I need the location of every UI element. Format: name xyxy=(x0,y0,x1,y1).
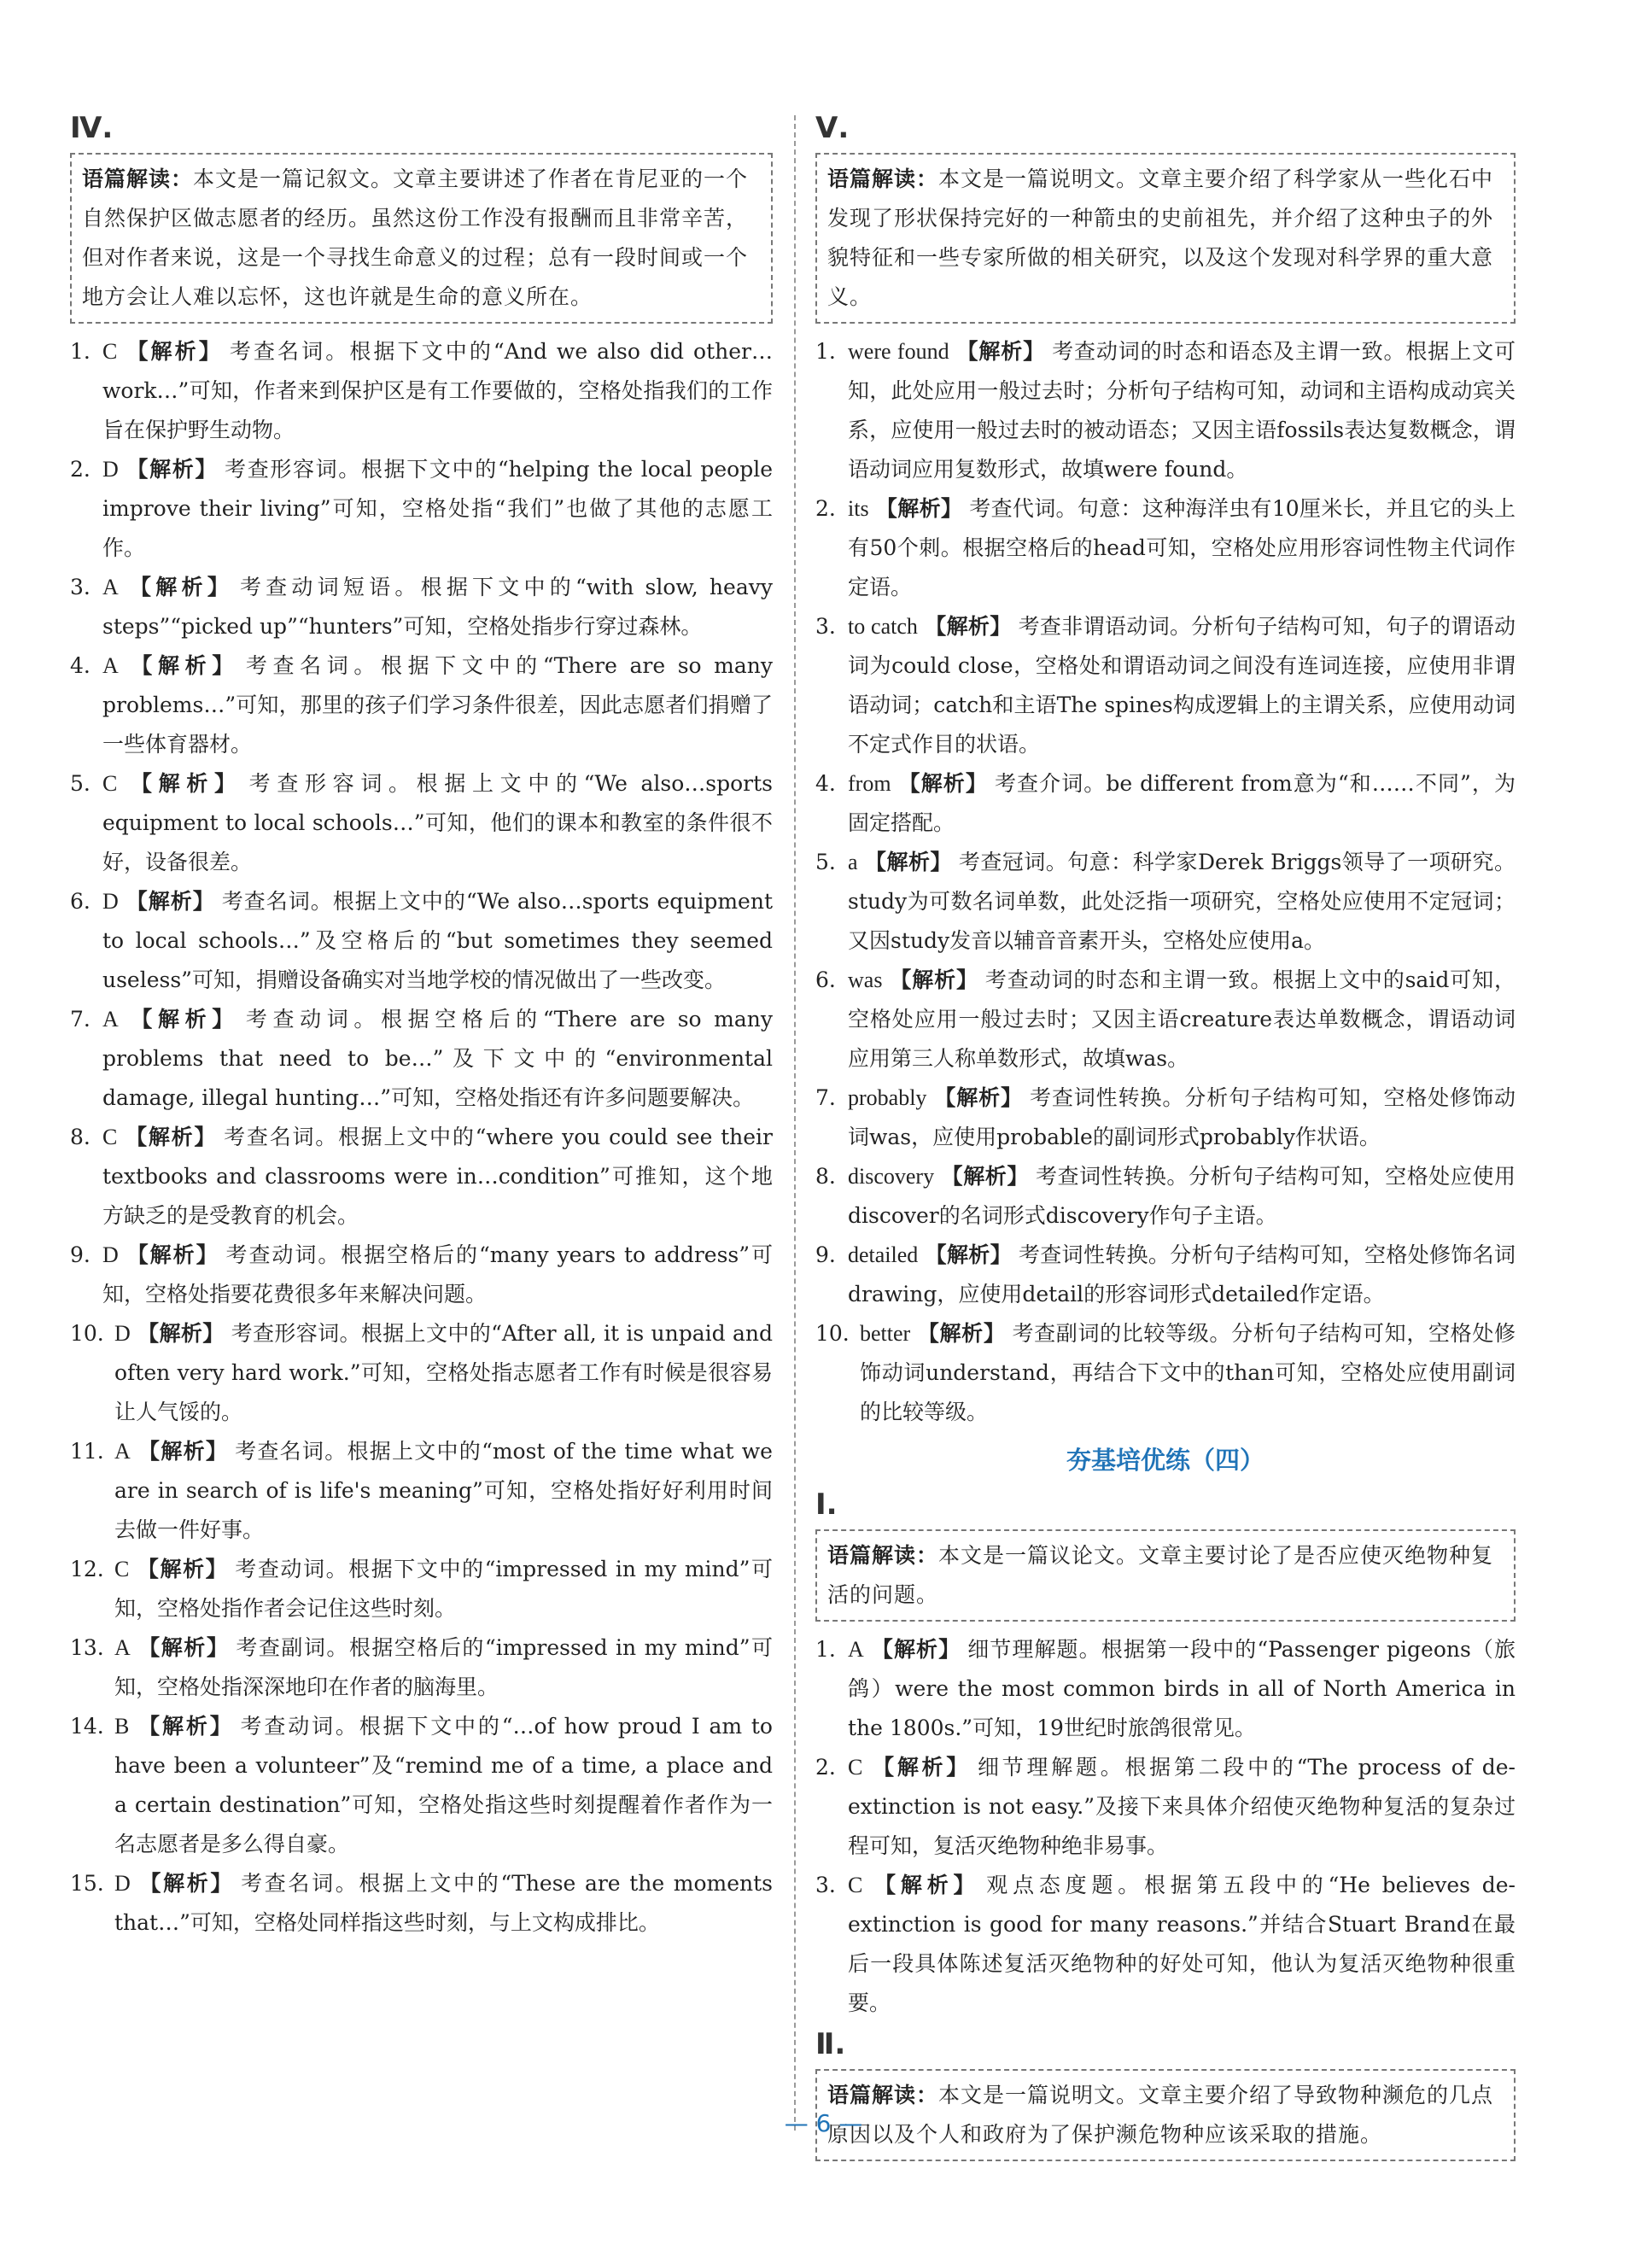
analysis-tag: 【解析】 xyxy=(917,1321,1006,1346)
analysis-tag: 【解析】 xyxy=(137,1321,225,1346)
analysis-tag: 【解析】 xyxy=(869,1873,980,1897)
analysis-tag: 【解析】 xyxy=(924,614,1012,639)
item-body xyxy=(114,1707,773,1864)
explanation-text: 考查动词。根据空格后的“There are so many problems that need to be…”及下文中的“environmental damage, illegal hunting…”可知，空格处指还有许多问题要解决。 xyxy=(102,1007,773,1110)
item-number: 8. xyxy=(70,1125,91,1149)
answer-item xyxy=(70,1314,773,1432)
analysis-tag: 【解析】 xyxy=(955,339,1046,364)
exercise-title: 夯基培优练（四） xyxy=(1066,1446,1264,1475)
reading-summary-box xyxy=(70,153,773,324)
item-body xyxy=(102,450,773,568)
answer-key: D xyxy=(102,1242,119,1267)
item-number: 8. xyxy=(815,1164,836,1189)
answer-key: C xyxy=(102,339,118,364)
item-number: 12. xyxy=(70,1557,104,1581)
explanation-text: 考查代词。句意：这种海洋虫有10厘米长，并且它的头上有50个刺。根据空格后的head可知，空格处应用形容词性物主代词作定语。 xyxy=(848,496,1516,599)
item-number: 1. xyxy=(815,339,836,364)
answer-item xyxy=(70,332,773,450)
answer-key: C xyxy=(114,1557,130,1581)
explanation-text: 考查动词的时态和主谓一致。根据上文中的said可知，空格处应用一般过去时；又因主语creature表达单数概念，谓语动词应用第三人称单数形式，故填was。 xyxy=(848,967,1516,1071)
item-number: 11. xyxy=(70,1439,104,1464)
answer-key: a xyxy=(848,850,858,874)
answer-item xyxy=(815,489,1516,607)
item-body xyxy=(848,607,1516,764)
analysis-tag: 【解析】 xyxy=(875,496,963,521)
analysis-tag: 【解析】 xyxy=(869,1755,972,1780)
answer-list xyxy=(815,1630,1516,2023)
item-body xyxy=(848,961,1516,1078)
analysis-tag: 【解析】 xyxy=(124,339,223,364)
answer-item xyxy=(815,1236,1516,1314)
answer-key: A xyxy=(102,653,119,678)
analysis-tag: 【解析】 xyxy=(125,889,215,914)
explanation-text: 考查动词短语。根据下文中的“with slow, heavy steps”“picked up”“hunters”可知，空格处指步行穿过森林。 xyxy=(102,575,773,639)
item-number: 5. xyxy=(70,771,91,796)
answer-item xyxy=(70,1236,773,1314)
item-body xyxy=(102,1000,773,1118)
explanation-text: 细节理解题。根据第一段中的“Passenger pigeons（旅鸽）were the most common birds in all of North America in the 1800s.”可知，19世纪时旅鸽很常见。 xyxy=(848,1637,1516,1740)
item-number: 1. xyxy=(70,339,91,364)
answer-key: probably xyxy=(848,1085,927,1110)
answer-key: discovery xyxy=(848,1164,935,1189)
answer-item xyxy=(70,646,773,764)
answer-key: detailed xyxy=(848,1242,919,1267)
answer-key: D xyxy=(114,1321,131,1346)
item-body xyxy=(848,1157,1516,1236)
section-v-label: Ⅴ. xyxy=(815,111,850,145)
explanation-text: 考查名词。根据上文中的“These are the moments that…”可知，空格处同样指这些时刻，与上文构成排比。 xyxy=(114,1871,773,1935)
answer-item xyxy=(70,1864,773,1943)
item-body xyxy=(848,1748,1516,1866)
explanation-text: 考查动词。根据下文中的“impressed in my mind”可知，空格处指作者会记住这些时刻。 xyxy=(114,1557,773,1621)
answer-item xyxy=(70,450,773,568)
answer-item xyxy=(815,1630,1516,1748)
analysis-tag: 【解析】 xyxy=(125,1242,219,1267)
analysis-tag: 【解析】 xyxy=(125,575,233,599)
analysis-tag: 【解析】 xyxy=(137,1439,229,1464)
reading-summary-box xyxy=(815,153,1516,324)
item-body xyxy=(848,1236,1516,1314)
answer-item xyxy=(70,1707,773,1864)
item-body xyxy=(860,1314,1516,1432)
item-body xyxy=(102,882,773,1000)
item-number: 5. xyxy=(815,850,836,874)
explanation-text: 考查非谓语动词。分析句子结构可知，句子的谓语动词为could close，空格处和谓语动词之间没有连词连接，应使用非谓语动词；catch和主语The spines构成逻辑上的主谓关系，应使用动词不定式作目的状语。 xyxy=(848,614,1516,757)
explanation-text: 考查名词。根据上文中的“We also…sports equipment to local schools…”及空格后的“but sometimes they seemed useless”可知，捐赠设备确实对当地学校的情况做出了一些改变。 xyxy=(102,889,773,992)
answer-item xyxy=(815,607,1516,764)
explanation-text: 考查动词的时态和语态及主谓一致。根据上文可知，此处应用一般过去时；分析句子结构可知，动词和主语构成动宾关系，应使用一般过去时的被动语态；又因主语fossils表达复数概念，谓语动词应用复数形式，故填were found。 xyxy=(848,339,1516,482)
item-body xyxy=(102,646,773,764)
item-body xyxy=(114,1432,773,1550)
item-number: 2. xyxy=(815,1755,836,1780)
answer-item xyxy=(70,764,773,882)
page-number: — 6 — xyxy=(784,2109,863,2137)
item-body xyxy=(102,764,773,882)
explanation-text: 考查词性转换。分析句子结构可知，空格处修饰动词was，应使用probable的副词形式probably作状语。 xyxy=(848,1085,1516,1149)
answer-item xyxy=(815,1157,1516,1236)
explanation-text: 细节理解题。根据第二段中的“The process of de-extinction is not easy.”及接下来具体介绍使灭绝物种复活的复杂过程可知，复活灭绝物种绝非易事。 xyxy=(848,1755,1516,1858)
column-divider xyxy=(794,115,796,2131)
item-body xyxy=(848,843,1516,961)
answer-key: was xyxy=(848,967,883,992)
answer-item xyxy=(815,332,1516,489)
item-number: 15. xyxy=(70,1871,104,1896)
reading-text: 本文是一篇说明文。文章主要介绍了科学家从一些化石中发现了形状保持完好的一种箭虫的史前祖先，并介绍了这种虫子的外貌特征和一些专家所做的相关研究，以及这个发现对科学界的重大意义。 xyxy=(827,167,1494,309)
item-number: 9. xyxy=(70,1242,91,1267)
answer-item xyxy=(815,1866,1516,2023)
item-number: 2. xyxy=(70,457,91,482)
answer-key: C xyxy=(848,1873,863,1897)
answer-key: A xyxy=(102,1007,119,1032)
answer-item xyxy=(70,882,773,1000)
answer-key: A xyxy=(114,1635,131,1660)
explanation-text: 考查名词。根据下文中的“And we also did other…work…”可知，作者来到保护区是有工作要做的，空格处指我们的工作旨在保护野生动物。 xyxy=(102,339,773,442)
item-body xyxy=(848,764,1516,843)
item-number: 7. xyxy=(815,1085,836,1110)
answer-item xyxy=(815,1078,1516,1157)
analysis-tag: 【解析】 xyxy=(870,1637,961,1662)
explanation-text: 考查副词。根据空格后的“impressed in my mind”可知，空格处指深深地印在作者的脑海里。 xyxy=(114,1635,773,1699)
reading-text: 本文是一篇说明文。文章主要介绍了导致物种濒危的几点原因以及个人和政府为了保护濒危物种应该采取的措施。 xyxy=(827,2083,1494,2147)
explanation-text: 考查冠词。句意：科学家Derek Briggs领导了一项研究。study为可数名词单数，此处泛指一项研究，空格处应使用不定冠词；又因study发音以辅音音素开头，空格处应使用a。 xyxy=(848,850,1516,953)
answer-item xyxy=(815,961,1516,1078)
left-column xyxy=(70,107,773,1943)
reading-label: 语篇解读： xyxy=(827,167,939,191)
section-ii-label: Ⅱ. xyxy=(815,2027,846,2061)
answer-item xyxy=(70,1628,773,1707)
item-body xyxy=(848,1078,1516,1157)
answer-item xyxy=(815,1748,1516,1866)
analysis-tag: 【解析】 xyxy=(933,1085,1023,1110)
answer-key: D xyxy=(102,457,119,482)
item-body xyxy=(114,1550,773,1628)
item-body xyxy=(848,1866,1516,2023)
answer-item xyxy=(70,568,773,646)
item-number: 6. xyxy=(70,889,91,914)
analysis-tag: 【解析】 xyxy=(125,457,219,482)
answer-item xyxy=(815,764,1516,843)
explanation-text: 考查形容词。根据上文中的“We also…sports equipment to local schools…”可知，他们的课本和教室的条件很不好，设备很差。 xyxy=(102,771,773,874)
analysis-tag: 【解析】 xyxy=(124,1125,218,1149)
explanation-text: 考查形容词。根据下文中的“helping the local people improve their living”可知，空格处指“我们”也做了其他的志愿工作。 xyxy=(102,457,773,560)
item-body xyxy=(114,1864,773,1943)
item-number: 14. xyxy=(70,1714,104,1739)
item-body xyxy=(102,1118,773,1236)
item-number: 3. xyxy=(815,614,836,639)
answer-key: to catch xyxy=(848,614,918,639)
answer-key: C xyxy=(102,1125,118,1149)
analysis-tag: 【解析】 xyxy=(136,1714,234,1739)
answer-key: A xyxy=(848,1637,864,1662)
analysis-tag: 【解析】 xyxy=(136,1557,229,1581)
explanation-text: 观点态度题。根据第五段中的“He believes de-extinction is good for many reasons.”并结合Stuart Brand在最后一段具体陈述复活灭绝物种的好处可知，他认为复活灭绝物种很重要。 xyxy=(848,1873,1516,2015)
answer-item xyxy=(70,1550,773,1628)
analysis-tag: 【解析】 xyxy=(941,1164,1029,1189)
item-number: 7. xyxy=(70,1007,91,1032)
answer-key: A xyxy=(102,575,119,599)
explanation-text: 考查副词的比较等级。分析句子结构可知，空格处修饰动词understand，再结合下文中的than可知，空格处应使用副词的比较等级。 xyxy=(860,1321,1516,1424)
analysis-tag: 【解析】 xyxy=(897,771,988,796)
answer-key: D xyxy=(102,889,119,914)
item-number: 3. xyxy=(815,1873,836,1897)
analysis-tag: 【解析】 xyxy=(137,1871,235,1896)
explanation-text: 考查介词。be different from意为“和……不同”，为固定搭配。 xyxy=(848,771,1516,835)
answer-key: from xyxy=(848,771,891,796)
answer-key: C xyxy=(848,1755,863,1780)
item-number: 4. xyxy=(70,653,91,678)
item-number: 9. xyxy=(815,1242,836,1267)
explanation-text: 考查动词。根据空格后的“many years to address”可知，空格处指要花费很多年来解决问题。 xyxy=(102,1242,773,1306)
analysis-tag: 【解析】 xyxy=(864,850,952,874)
answer-key: were found xyxy=(848,339,949,364)
reading-label: 语篇解读： xyxy=(82,167,194,191)
reading-label: 语篇解读： xyxy=(827,2083,939,2107)
answer-item xyxy=(70,1000,773,1118)
analysis-tag: 【解析】 xyxy=(125,653,239,678)
answer-item xyxy=(815,1314,1516,1432)
answer-item xyxy=(815,843,1516,961)
answer-key: better xyxy=(860,1321,911,1346)
explanation-text: 考查词性转换。分析句子结构可知，空格处修饰名词drawing，应使用detail的形容词形式detailed作定语。 xyxy=(848,1242,1516,1306)
reading-text: 本文是一篇议论文。文章主要讨论了是否应使灭绝物种复活的问题。 xyxy=(827,1543,1494,1607)
item-body xyxy=(114,1628,773,1707)
analysis-tag: 【解析】 xyxy=(125,1007,239,1032)
explanation-text: 考查名词。根据上文中的“most of the time what we are in search of is life's meaning”可知，空格处指好好利用时间去做一件好事。 xyxy=(114,1439,773,1542)
explanation-text: 考查词性转换。分析句子结构可知，空格处应使用discover的名词形式discovery作句子主语。 xyxy=(848,1164,1516,1228)
item-number: 2. xyxy=(815,496,836,521)
explanation-text: 考查名词。根据上文中的“where you could see their textbooks and classrooms were in…condition”可推知，这个地方缺乏的是受教育的机会。 xyxy=(102,1125,773,1228)
analysis-tag: 【解析】 xyxy=(124,771,242,796)
reading-label: 语篇解读： xyxy=(827,1543,939,1568)
item-body xyxy=(848,1630,1516,1748)
item-number: 3. xyxy=(70,575,91,599)
item-number: 10. xyxy=(70,1321,104,1346)
answer-key: D xyxy=(114,1871,131,1896)
section-i-label: Ⅰ. xyxy=(815,1488,838,1522)
item-number: 10. xyxy=(815,1321,850,1346)
answer-key: A xyxy=(114,1439,131,1464)
analysis-tag: 【解析】 xyxy=(889,967,978,992)
item-number: 13. xyxy=(70,1635,104,1660)
reading-text: 本文是一篇记叙文。文章主要讲述了作者在肯尼亚的一个自然保护区做志愿者的经历。虽然这份工作没有报酬而且非常辛苦，但对作者来说，这是一个寻找生命意义的过程；总有一段时间或一个地方会让人难以忘怀，这也许就是生命的意义所在。 xyxy=(82,167,749,309)
item-body xyxy=(102,1236,773,1314)
answer-key: B xyxy=(114,1714,130,1739)
item-number: 1. xyxy=(815,1637,836,1662)
explanation-text: 考查名词。根据下文中的“There are so many problems…”可知，那里的孩子们学习条件很差，因此志愿者们捐赠了一些体育器材。 xyxy=(102,653,773,757)
answer-item xyxy=(70,1118,773,1236)
item-body xyxy=(848,332,1516,489)
answer-list xyxy=(70,332,773,1943)
answer-key: its xyxy=(848,496,869,521)
section-iv-label: Ⅳ. xyxy=(70,111,114,145)
item-body xyxy=(102,568,773,646)
item-body xyxy=(114,1314,773,1432)
answer-item xyxy=(70,1432,773,1550)
right-column xyxy=(815,107,1516,2170)
reading-summary-box xyxy=(815,1529,1516,1622)
item-body xyxy=(848,489,1516,607)
answer-list xyxy=(815,332,1516,1432)
item-number: 6. xyxy=(815,967,836,992)
item-number: 4. xyxy=(815,771,836,796)
item-body xyxy=(102,332,773,450)
analysis-tag: 【解析】 xyxy=(925,1242,1012,1267)
analysis-tag: 【解析】 xyxy=(137,1635,230,1660)
explanation-text: 考查形容词。根据上文中的“After all, it is unpaid and often very hard work.”可知，空格处指志愿者工作有时候是很容易让人气馁的。 xyxy=(114,1321,773,1424)
answer-key: C xyxy=(102,771,118,796)
explanation-text: 考查动词。根据下文中的“…of how proud I am to have been a volunteer”及“remind me of a time, a place and a certain destination”可知，空格处指这些时刻提醒着作者作为一名志愿者是多么得自豪。 xyxy=(114,1714,773,1856)
